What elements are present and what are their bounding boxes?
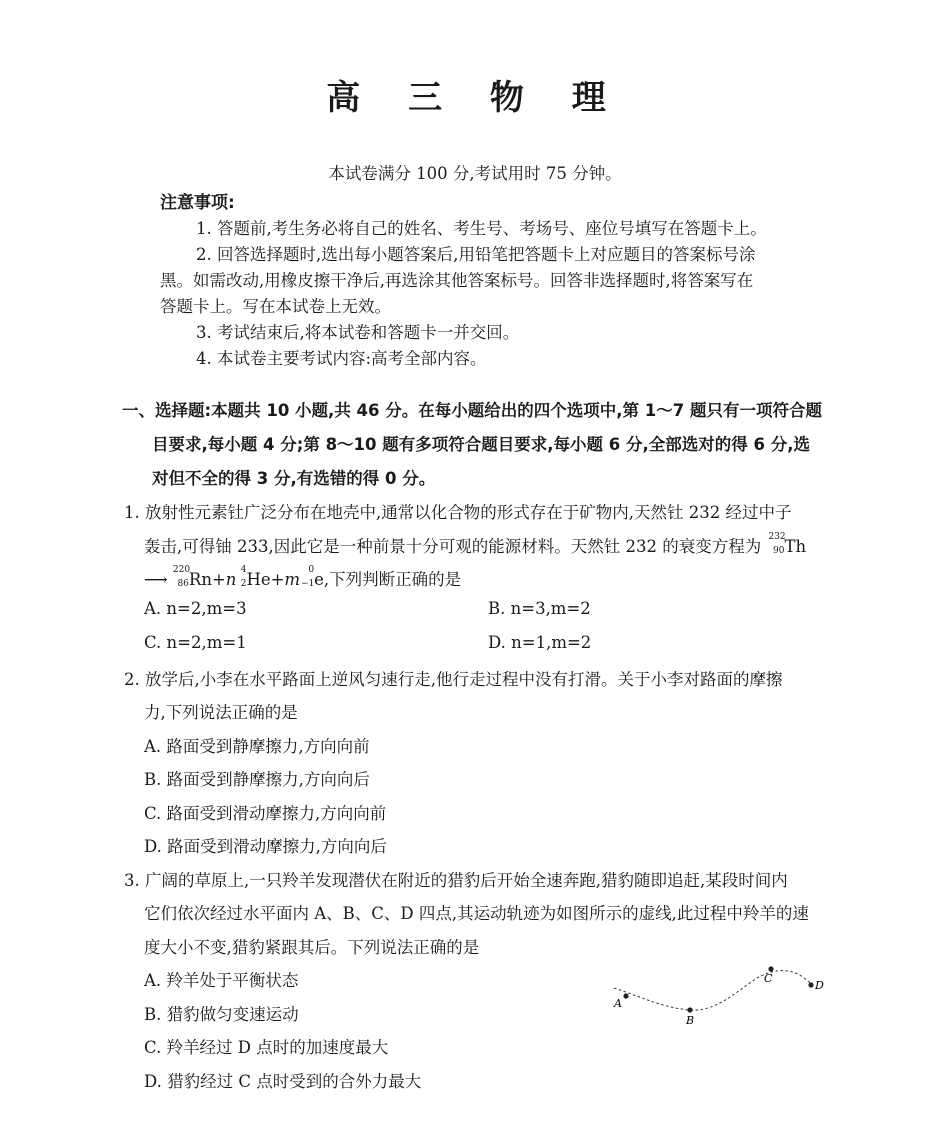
- rn-atomic-number: 86: [177, 579, 189, 589]
- point-b: [687, 1007, 692, 1012]
- q3-option-b: B. 猎豹做匀变速运动: [144, 1005, 299, 1024]
- rn-symbol: Rn: [188, 570, 212, 589]
- q1-option-d: D. n=1,m=2: [488, 633, 592, 652]
- exam-meta: 本试卷满分 100 分,考试用时 75 分钟。: [328, 164, 622, 183]
- plus-sign: +: [270, 570, 285, 589]
- e-mass-number: 0: [308, 565, 315, 575]
- th-mass-number: 232: [768, 532, 786, 542]
- e-charge-number: −1: [301, 579, 315, 589]
- th-atomic-number: 90: [773, 546, 785, 556]
- label-b: B: [686, 1014, 695, 1027]
- q3-stem-line-1: 3. 广阔的草原上,一只羚羊发现潜伏在附近的猎豹后开始全速奔跑,猎豹随即追赶,某段时间内: [124, 871, 788, 890]
- q2-option-a: A. 路面受到静摩擦力,方向向前: [144, 737, 370, 756]
- th-symbol: Th: [784, 537, 807, 556]
- nuclide-e: [301, 565, 324, 589]
- q3-stem-line-3: 度大小不变,猎豹紧跟其后。下列说法正确的是: [144, 938, 480, 957]
- reaction-arrow: ⟶: [144, 570, 168, 589]
- point-c: [768, 966, 773, 971]
- q1-stem-line-1: 1. 放射性元素钍广泛分布在地壳中,通常以化合物的形式存在于矿物内,天然钍 232 经过中子: [124, 503, 792, 522]
- q3-stem-line-2: 它们依次经过水平面内 A、B、C、D 四点,其运动轨迹为如图所示的虚线,此过程中羚羊的速: [144, 904, 809, 923]
- he-mass-number: 4: [240, 565, 247, 575]
- e-symbol: e: [314, 570, 324, 589]
- var-m: m: [284, 570, 301, 589]
- notice-line-6: 4. 本试卷主要考试内容:高考全部内容。: [196, 349, 487, 368]
- he-symbol: He: [246, 570, 271, 589]
- q1-option-c: C. n=2,m=1: [144, 633, 247, 652]
- point-d: [808, 982, 813, 987]
- q2-option-b: B. 路面受到静摩擦力,方向向后: [144, 770, 370, 789]
- section1-line-3: 对但不全的得 3 分,有选错的得 0 分。: [152, 469, 436, 488]
- nuclide-he: [240, 565, 271, 589]
- q2-stem-line-2: 力,下列说法正确的是: [144, 703, 298, 722]
- q1-option-b: B. n=3,m=2: [488, 599, 591, 618]
- var-n: n: [225, 570, 237, 589]
- nuclide-th: [768, 532, 807, 556]
- trajectory-curve: [614, 971, 812, 1011]
- notice-heading: 注意事项:: [160, 193, 235, 213]
- label-d: D: [815, 979, 824, 992]
- section1-line-2: 目要求,每小题 4 分;第 8～10 题有多项符合题目要求,每小题 6 分,全部选对的得 6 分,选: [152, 435, 811, 454]
- q2-stem-line-1: 2. 放学后,小李在水平路面上逆风匀速行走,他行走过程中没有打滑。关于小李对路面的摩擦: [124, 670, 783, 689]
- label-a: A: [614, 997, 622, 1010]
- notice-line-5: 3. 考试结束后,将本试卷和答题卡一并交回。: [196, 323, 520, 342]
- notice-line-4: 答题卡上。写在本试卷上无效。: [160, 297, 391, 316]
- trajectory-figure: [604, 958, 834, 1033]
- q3-option-a: A. 羚羊处于平衡状态: [144, 971, 299, 990]
- notice-line-3: 黑。如需改动,用橡皮擦干净后,再选涂其他答案标号。回答非选择题时,将答案写在: [160, 271, 754, 290]
- section1-line-1: 一、选择题:本题共 10 小题,共 46 分。在每小题给出的四个选项中,第 1～7 题只有一项符合题: [122, 401, 822, 420]
- q1-option-a: A. n=2,m=3: [144, 599, 247, 618]
- trajectory-diagram: [604, 958, 834, 1033]
- page-title: 高 三 物 理: [326, 78, 624, 118]
- q1-stem-text: 轰击,可得铀 233,因此它是一种前景十分可观的能源材料。天然钍 232 的衰变方程为: [144, 537, 762, 556]
- label-c: C: [764, 972, 773, 985]
- q1-stem-line-2: [144, 533, 806, 557]
- he-atomic-number: 2: [240, 579, 247, 589]
- rn-mass-number: 220: [172, 565, 191, 575]
- q3-option-c: C. 羚羊经过 D 点时的加速度最大: [144, 1038, 389, 1057]
- notice-line-1: 1. 答题前,考生务必将自己的姓名、考生号、考场号、座位号填写在答题卡上。: [196, 219, 767, 238]
- plus-sign: +: [211, 570, 226, 589]
- q2-option-c: C. 路面受到滑动摩擦力,方向向前: [144, 804, 387, 823]
- point-a: [623, 993, 628, 998]
- nuclide-rn: [172, 565, 212, 589]
- q1-equation-line: [144, 566, 461, 590]
- q2-option-d: D. 路面受到滑动摩擦力,方向向后: [144, 837, 387, 856]
- notice-line-2: 2. 回答选择题时,选出每小题答案后,用铅笔把答题卡上对应题目的答案标号涂: [196, 245, 756, 264]
- q3-option-d: D. 猎豹经过 C 点时受到的合外力最大: [144, 1072, 422, 1091]
- q1-stem-tail: ,下列判断正确的是: [323, 570, 462, 589]
